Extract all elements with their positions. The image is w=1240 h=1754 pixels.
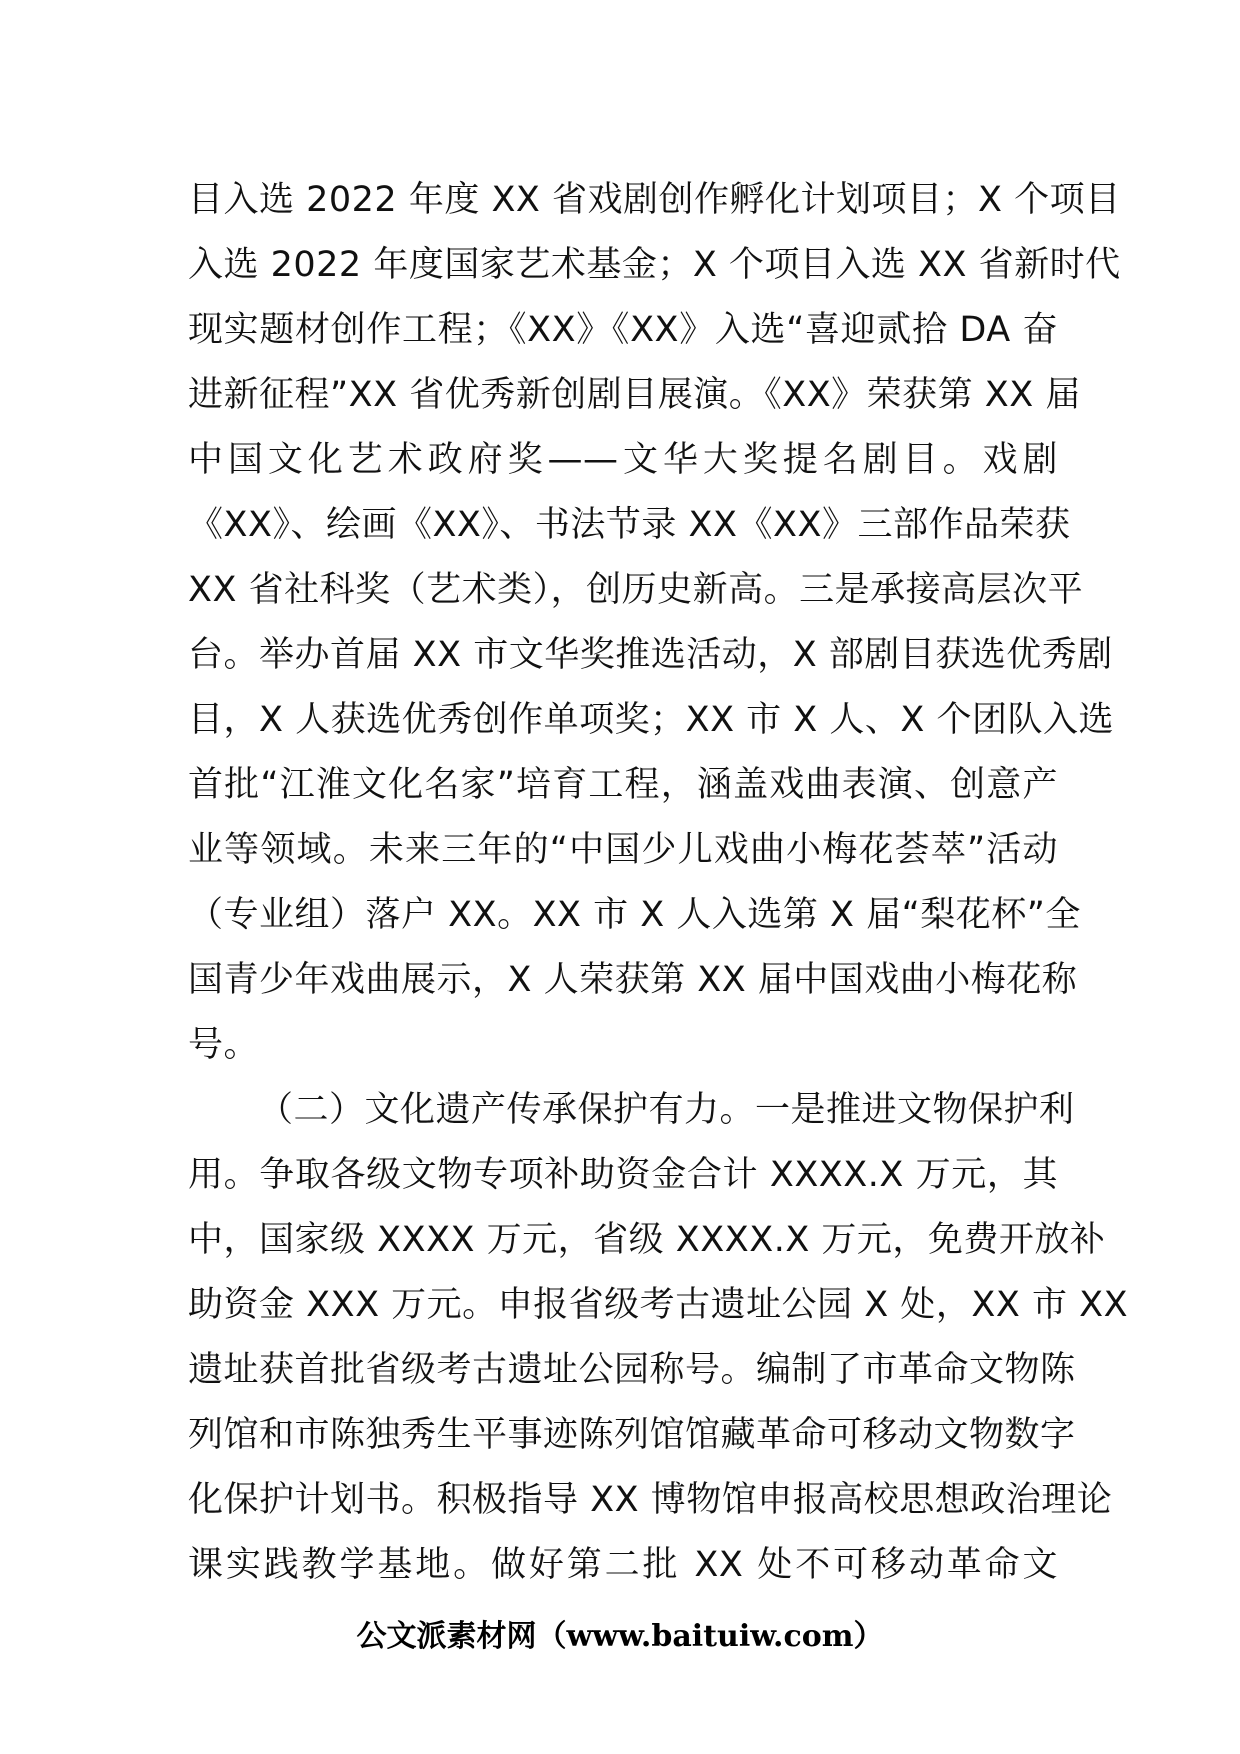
text-line: （专业组）落户 XX。XX 市 X 人入选第 X 届“梨花杯”全 <box>188 895 1081 935</box>
section-heading-line: （二）文化遗产传承保护有力。一是推进文物保护利 <box>258 1090 1075 1130</box>
text-line: 目，X 人获选优秀创作单项奖；XX 市 X 人、X 个团队入选 <box>188 700 1115 740</box>
text-line: 课实践教学基地。做好第二批 XX 处不可移动革命文 <box>188 1545 1058 1585</box>
text-line: 目入选 2022 年度 XX 省戏剧创作孵化计划项目；X 个项目 <box>188 180 1121 220</box>
text-line: 台。举办首届 XX 市文华奖推选活动，X 部剧目获选优秀剧 <box>188 635 1113 675</box>
text-line: 化保护计划书。积极指导 XX 博物馆申报高校思想政治理论 <box>188 1480 1113 1520</box>
text-line: 用。争取各级文物专项补助资金合计 XXXX.X 万元，其 <box>188 1155 1058 1195</box>
text-line: 入选 2022 年度国家艺术基金；X 个项目入选 XX 省新时代 <box>188 245 1121 285</box>
text-line: XX 省社科奖（艺术类），创历史新高。三是承接高层次平 <box>188 570 1084 610</box>
text-line: 遗址获首批省级考古遗址公园称号。编制了市革命文物陈 <box>188 1350 1076 1390</box>
text-line: 号。 <box>188 1025 260 1065</box>
text-line: 进新征程”XX 省优秀新创剧目展演。《XX》荣获第 XX 届 <box>188 375 1081 415</box>
text-line: 国青少年戏曲展示，X 人荣获第 XX 届中国戏曲小梅花称 <box>188 960 1078 1000</box>
text-line: 列馆和市陈独秀生平事迹陈列馆馆藏革命可移动文物数字 <box>188 1415 1076 1455</box>
text-line: 现实题材创作工程；《XX》《XX》入选“喜迎贰拾 DA 奋 <box>188 310 1058 350</box>
text-line: 首批“江淮文化名家”培育工程，涵盖戏曲表演、创意产 <box>188 765 1058 805</box>
text-line: 业等领域。未来三年的“中国少儿戏曲小梅花荟萃”活动 <box>188 830 1058 870</box>
document-body <box>188 168 1129 1598</box>
footer-watermark: 公文派素材网（www.baituiw.com） <box>356 1619 884 1654</box>
text-line: 《XX》、绘画《XX》、书法节录 XX《XX》三部作品荣获 <box>188 505 1071 545</box>
text-line: 中，国家级 XXXX 万元，省级 XXXX.X 万元，免费开放补 <box>188 1220 1106 1260</box>
text-line: 助资金 XXX 万元。申报省级考古遗址公园 X 处，XX 市 XX <box>188 1285 1129 1325</box>
text-line: 中国文化艺术政府奖——文华大奖提名剧目。戏剧 <box>188 440 1058 480</box>
